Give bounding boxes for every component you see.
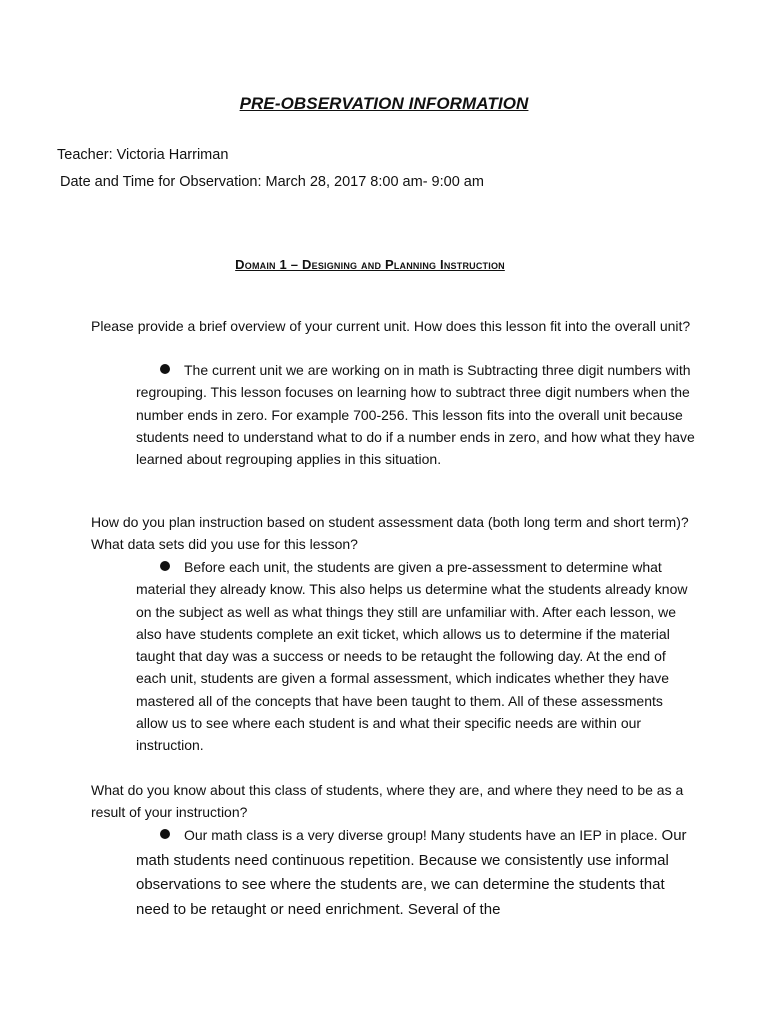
bullet-icon	[160, 561, 170, 571]
bullet-icon	[160, 829, 170, 839]
answer-3	[136, 824, 696, 922]
observation-datetime-line: Date and Time for Observation: March 28, 2017 8:00 am- 9:00 am	[60, 174, 484, 190]
bullet-icon	[160, 364, 170, 374]
answer-3-text-part1: Our math class is a very diverse group! Many students have an IEP in place.	[184, 827, 658, 843]
answer-3-text-part2: Our math students need continuous repetition. Because we consistently use informal observations to see where the students are, we can determine the students that need to be retaught or need enrichment. Several of the	[136, 827, 687, 918]
answer-1	[136, 359, 696, 470]
question-1: Please provide a brief overview of your current unit. How does this lesson fit into the overall unit?	[91, 318, 691, 334]
domain-heading: Domain 1 – Designing and Planning Instruction	[235, 257, 505, 272]
answer-2	[136, 556, 696, 757]
document-title: PRE-OBSERVATION INFORMATION	[239, 94, 529, 113]
answer-1-text: The current unit we are working on in math is Subtracting three digit numbers with regrouping. This lesson focuses on learning how to subtract three digit numbers when the number ends in zero. For example 700-256. This lesson fits into the overall unit because students need to understand what to do if a number ends in zero, and how what they have learned about regrouping applies in this situation.	[136, 362, 695, 468]
question-3: What do you know about this class of students, where they are, and where they need to be as a result of your instruction?	[91, 782, 684, 821]
teacher-line: Teacher: Victoria Harriman	[57, 147, 229, 163]
question-2: How do you plan instruction based on student assessment data (both long term and short term)? What data sets did you use for this lesson?	[91, 514, 689, 553]
answer-2-text: Before each unit, the students are given a pre-assessment to determine what material they already know. This also helps us determine what the students already know on the subject as well as what things they still are unfamiliar with. After each lesson, we also have students complete an exit ticket, which allows us to determine if the material taught that day was a success or needs to be retaught the following day. At the end of each unit, students are given a formal assessment, which indicates whether they have mastered all of the concepts that have been taught to them. All of these assessments allow us to see where each student is and what their specific needs are within our instruction.	[136, 559, 688, 754]
